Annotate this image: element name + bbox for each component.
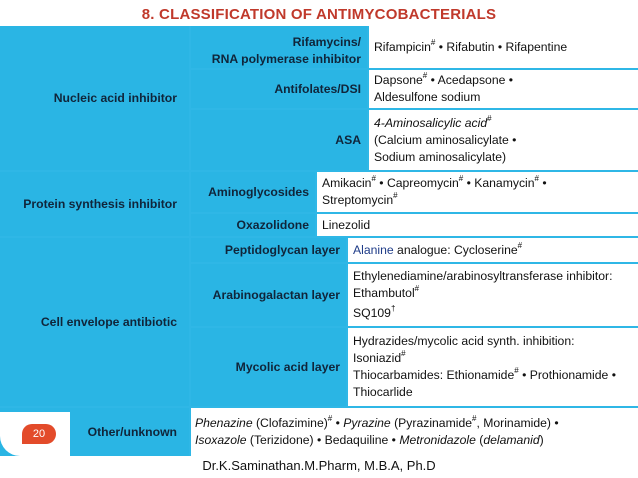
subcategory-label: Rifamycins/	[292, 35, 361, 49]
hash-mark: #	[422, 71, 428, 81]
drug-class: Metronidazole	[399, 433, 476, 447]
drug-name: (	[475, 433, 484, 447]
category-label: Cell envelope antibiotic	[40, 314, 177, 329]
hash-mark: #	[430, 37, 436, 47]
drug-name: (Terizidone) • Bedaquiline •	[246, 433, 400, 447]
hash-mark: #	[534, 174, 539, 184]
page-title: 8. CLASSIFICATION OF ANTIMYCOBACTERIALS	[141, 6, 497, 23]
drug-name: Linezolid	[322, 217, 371, 232]
drug-class: Phenazine	[195, 416, 253, 430]
hash-mark: #	[393, 191, 398, 201]
category-label: Other/unknown	[87, 424, 177, 439]
hash-mark: #	[487, 113, 492, 123]
drug-name: (Pyrazinamide	[390, 416, 472, 430]
separator: •	[332, 416, 344, 430]
drugs-mycolic	[348, 328, 638, 406]
drug-name: •	[538, 176, 547, 190]
drug-name: Hydrazides/mycolic acid synth. inhibition:	[353, 334, 575, 348]
subcategory-aminoglycosides	[191, 172, 315, 212]
drug-name: • Prothionamide •	[518, 368, 616, 382]
subcategory-oxazolidone	[191, 214, 315, 236]
hash-mark: #	[327, 414, 333, 424]
subcategory-mycolic	[191, 328, 346, 406]
drug-name: • Capreomycin	[375, 176, 459, 190]
drug-name: analogue: Cycloserine	[393, 242, 518, 257]
drug-name: Thiocarbamides: Ethionamide	[353, 368, 515, 382]
hash-mark: #	[371, 174, 376, 184]
drug-name: Streptomycin	[322, 193, 394, 207]
drug-name: Thiocarlide	[353, 385, 413, 399]
drug-name: • Kanamycin	[463, 176, 535, 190]
classification-table	[0, 26, 638, 456]
drugs-other	[191, 408, 638, 456]
drug-name: Isoniazid	[353, 351, 402, 365]
drugs-antifolates	[369, 70, 638, 108]
subcategory-label: Arabinogalactan layer	[212, 287, 340, 302]
subcategory-label: Peptidoglycan layer	[224, 242, 340, 257]
drug-name: delamanid	[483, 433, 540, 447]
category-label: Nucleic acid inhibitor	[53, 90, 177, 105]
subcategory-label: Antifolates/DSI	[274, 81, 361, 96]
subcategory-antifolates	[191, 70, 367, 108]
drugs-arabinogalactan	[348, 264, 638, 326]
subcategory-arabinogalactan	[191, 264, 346, 326]
dagger-mark: †	[390, 304, 396, 314]
drug-name: (Calcium aminosalicylate •	[374, 132, 517, 147]
drug-name: Ethambutol	[353, 286, 415, 300]
hash-mark: #	[514, 366, 519, 376]
drug-name: SQ109	[353, 306, 391, 320]
drug-name: Sodium aminosalicylate)	[374, 149, 507, 164]
drug-class: Pyrazine	[343, 416, 391, 430]
hash-mark: #	[401, 349, 406, 359]
drug-name: Ethylenediamine/arabinosyltransferase inhibitor:	[353, 269, 613, 283]
hash-mark: #	[414, 284, 420, 294]
drug-name: Aldesulfone sodium	[374, 90, 481, 104]
hash-mark: #	[458, 174, 464, 184]
footer-author: Dr.K.Saminathan.M.Pharm, M.B.A, Ph.D	[202, 458, 436, 473]
drugs-oxazolidone	[317, 214, 638, 236]
drugs-peptidoglycan	[348, 238, 638, 262]
category-protein-synthesis	[0, 172, 189, 236]
drug-class: Isoxazole	[195, 433, 247, 447]
drug-name: Rifampicin	[374, 39, 431, 54]
hash-mark: #	[517, 240, 523, 250]
drug-name: , Morinamide) •	[476, 416, 559, 430]
drug-name: )	[539, 433, 544, 447]
subcategory-label: Aminoglycosides	[208, 184, 309, 199]
category-label: Protein synthesis inhibitor	[23, 196, 177, 211]
drug-name: Amikacin	[322, 176, 372, 190]
drugs-asa	[369, 110, 638, 170]
subcategory-label: ASA	[335, 132, 361, 147]
subcategory-rifamycins	[191, 26, 367, 68]
drug-name: Alanine	[353, 242, 394, 257]
drug-name: • Acedapsone •	[427, 73, 514, 87]
hash-mark: #	[472, 414, 477, 424]
drug-name: 4-Aminosalicylic acid	[374, 115, 488, 130]
drug-name: Dapsone	[374, 73, 423, 87]
subcategory-label: Mycolic acid layer	[235, 359, 340, 374]
subcategory-label: Oxazolidone	[236, 217, 309, 232]
subcategory-label: RNA polymerase inhibitor	[211, 52, 361, 66]
category-nucleic-acid	[0, 26, 189, 170]
subcategory-asa	[191, 110, 367, 170]
slide-number-badge: 20	[22, 424, 56, 444]
subcategory-peptidoglycan	[191, 238, 346, 262]
drug-name: (Clofazimine)	[252, 416, 328, 430]
drug-name: • Rifabutin • Rifapentine	[435, 39, 568, 54]
drugs-rifamycins	[369, 26, 638, 68]
category-cell-envelope	[0, 238, 189, 406]
drugs-aminoglycosides	[317, 172, 638, 212]
